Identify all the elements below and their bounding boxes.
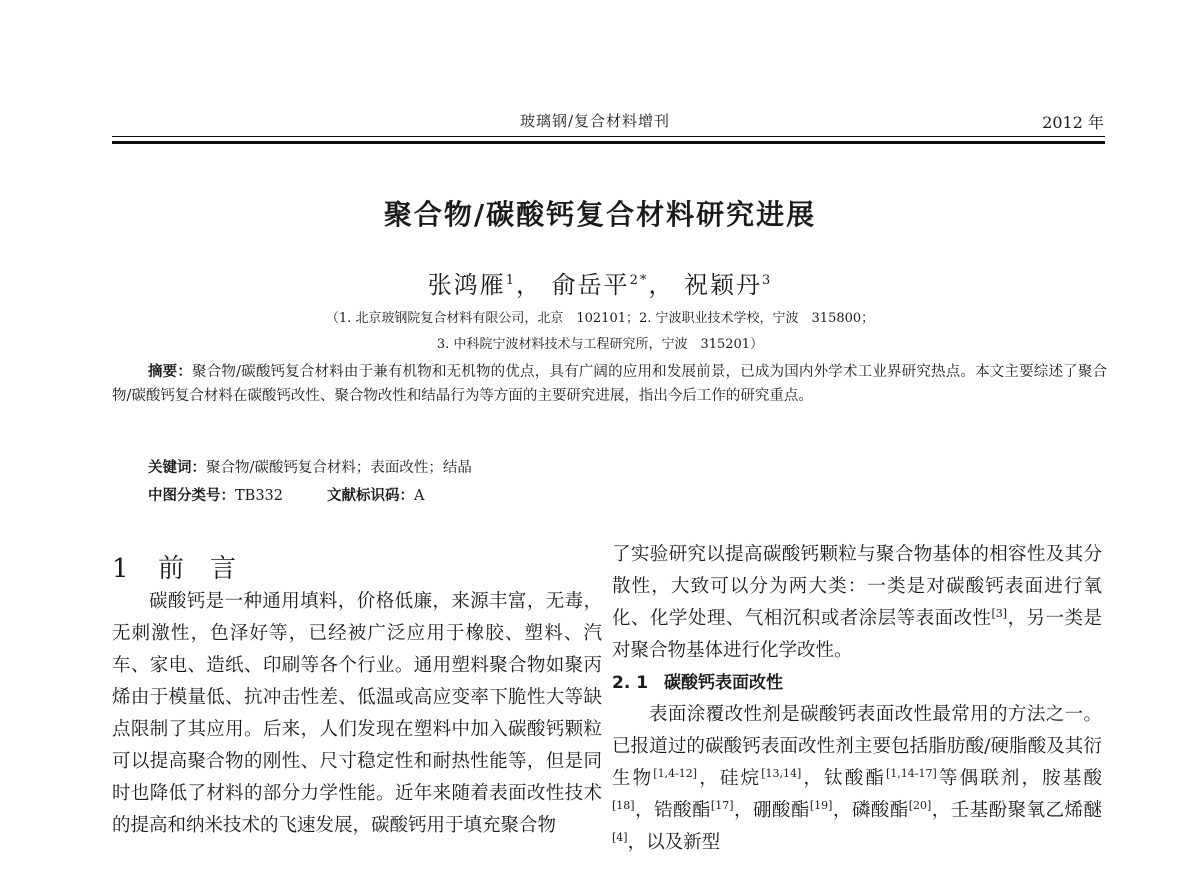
author-separator: ， bbox=[515, 271, 542, 299]
citation-ref: [18] bbox=[612, 798, 635, 812]
author-affil-mark: 3 bbox=[762, 273, 773, 288]
clc-value: TB332 bbox=[235, 488, 284, 504]
citation-ref: [3] bbox=[991, 606, 1008, 620]
classification-line bbox=[148, 484, 425, 505]
affiliation-line: 3. 中科院宁波材料技术与工程研究所，宁波 315201） bbox=[436, 337, 764, 352]
keywords-label: 关键词： bbox=[148, 460, 206, 476]
citation-ref: [17] bbox=[710, 798, 734, 812]
section-number: 1 bbox=[112, 554, 129, 584]
body-paragraph: 表面涂覆改性剂是碳酸钙表面改性最常用的方法之一。已报道过的碳酸钙表面改性剂主要包括脂肪酸/硬脂酸及其衍生物[1,4-12]，硅烷[13,14]，钛酸酯[1,14-17]等偶联剂，胺基酸[18]，锆酸酯[17]，硼酸酯[19]，磷酸酯[20]，壬基酚聚氧乙烯醚[4]，以及新型 bbox=[612, 704, 1102, 853]
running-header-year: 2012 年 bbox=[1042, 113, 1104, 132]
abstract bbox=[112, 360, 1107, 408]
abstract-label: 摘要： bbox=[148, 364, 193, 380]
keywords-text: 聚合物/碳酸钙复合材料；表面改性；结晶 bbox=[206, 460, 472, 476]
body-paragraph: 碳酸钙是一种通用填料，价格低廉，来源丰富，无毒，无刺激性，色泽好等，已经被广泛应用于橡胶、塑料、汽车、家电、造纸、印刷等各个行业。通用塑料聚合物如聚丙烯由于模量低、抗冲击性差、低温或高应变率下脆性大等缺点限制了其应用。后来，人们发现在塑料中加入碳酸钙颗粒可以提高聚合物的刚性、尺寸稳定性和耐热性能等，但是同时也降低了材料的部分力学性能。近年来随着表面改性技术的提高和纳米技术的飞速发展，碳酸钙用于填充聚合物 bbox=[112, 591, 602, 836]
body-paragraph: 了实验研究以提高碳酸钙颗粒与聚合物基体的相容性及其分散性，大致可以分为两大类：一类是对碳酸钙表面进行氧化、化学处理、气相沉积或者涂层等表面改性[3]，另一类是对聚合物基体进行化学改性。 bbox=[612, 544, 1102, 661]
header-rule-thin bbox=[112, 136, 1105, 137]
author-separator: ， bbox=[648, 271, 675, 299]
author-name: 张鸿雁 bbox=[427, 271, 506, 299]
citation-ref: [20] bbox=[908, 798, 932, 812]
doc-code-label: 文献标识码： bbox=[327, 488, 415, 504]
author-affil-mark: 1 bbox=[505, 273, 516, 288]
citation-ref: [1,14-17] bbox=[886, 766, 937, 780]
citation-ref: [4] bbox=[612, 830, 628, 844]
left-column bbox=[112, 586, 602, 887]
clc-label: 中图分类号： bbox=[148, 488, 235, 504]
author-affil-mark: 2* bbox=[629, 273, 649, 288]
citation-ref: [1,4-12] bbox=[653, 766, 698, 780]
doc-code-value: A bbox=[414, 488, 425, 504]
section-heading bbox=[112, 548, 236, 585]
subsection-heading bbox=[612, 667, 1102, 699]
author-list bbox=[0, 265, 1200, 300]
author-name: 俞岳平 bbox=[551, 271, 630, 299]
right-column bbox=[612, 539, 1102, 887]
header-rule-thick bbox=[112, 141, 1105, 144]
subsection-title: 碳酸钙表面改性 bbox=[664, 673, 783, 693]
paper-title: 聚合物/碳酸钙复合材料研究进展 bbox=[383, 198, 817, 231]
keywords bbox=[148, 456, 472, 477]
subsection-number: 2. 1 bbox=[612, 673, 649, 693]
affiliation-line: （1. 北京玻钢院复合材料有限公司，北京 102101；2. 宁波职业技术学校，宁波 315800； bbox=[325, 311, 875, 326]
citation-ref: [13,14] bbox=[761, 766, 802, 780]
running-header-journal: 玻璃钢/复合材料增刊 bbox=[520, 112, 671, 130]
abstract-text: 聚合物/碳酸钙复合材料由于兼有机物和无机物的优点，具有广阔的应用和发展前景，已成为国内外学术工业界研究热点。本文主要综述了聚合物/碳酸钙复合材料在碳酸钙改性、聚合物改性和结晶行为等方面的主要研究进展，指出今后工作的研究重点。 bbox=[112, 364, 1107, 404]
section-title: 前 言 bbox=[158, 554, 237, 584]
author-name: 祝颖丹 bbox=[684, 271, 763, 299]
citation-ref: [19] bbox=[809, 798, 833, 812]
